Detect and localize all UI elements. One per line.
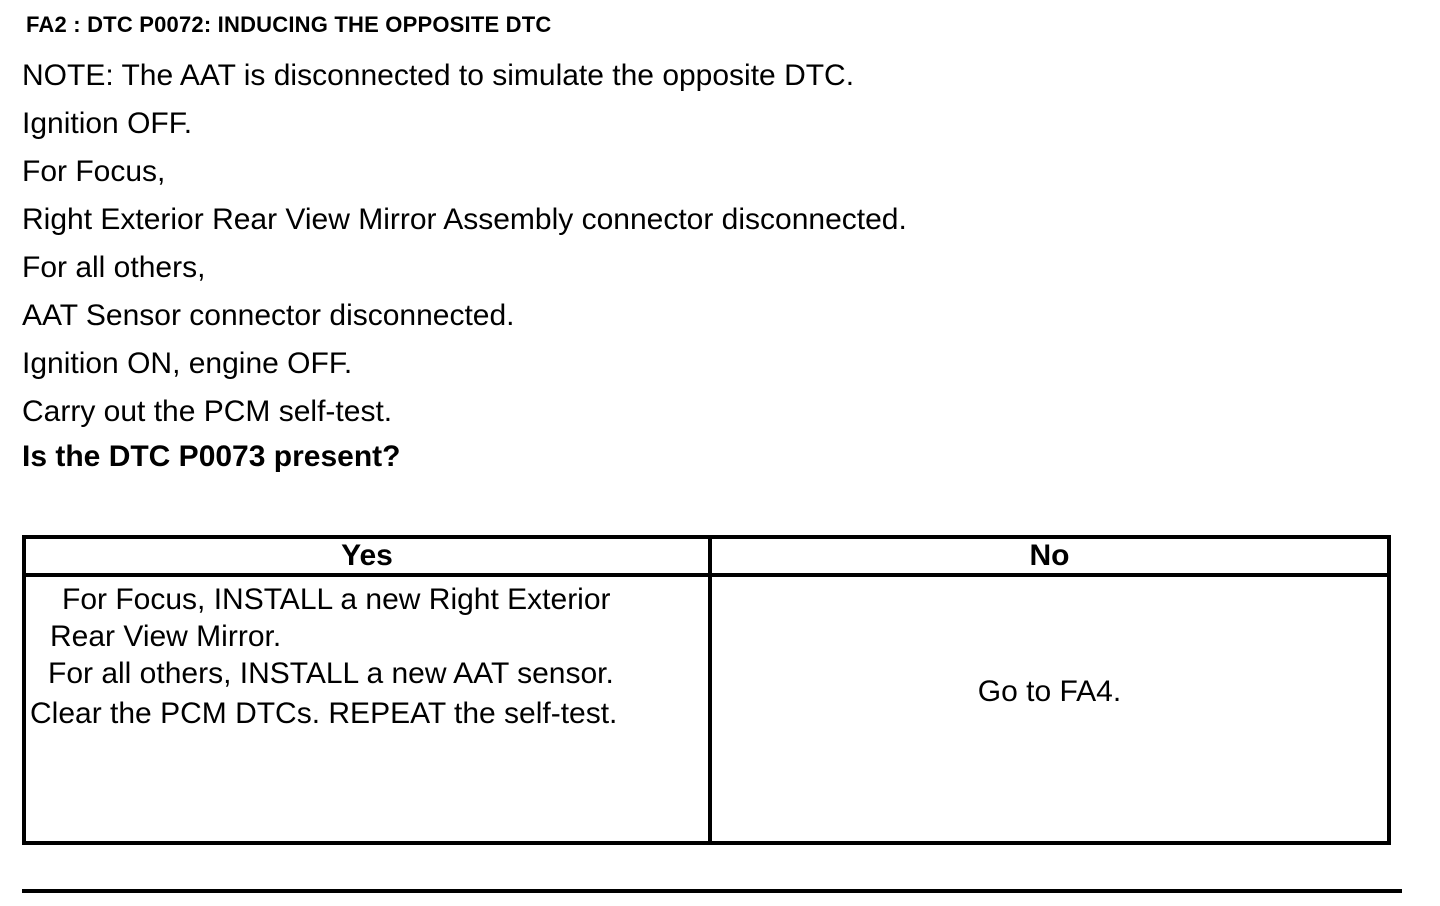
- result-table: [22, 535, 1391, 845]
- no-action-text: Go to FA4.: [977, 674, 1122, 708]
- yes-action-line: For all others, INSTALL a new AAT sensor.: [48, 657, 614, 690]
- yes-action-cell: [24, 575, 710, 843]
- result-table-row: [24, 575, 1389, 843]
- step-ignition-off: Ignition OFF.: [22, 107, 193, 140]
- result-table-header-row: [24, 537, 1389, 575]
- step-ignition-on: Ignition ON, engine OFF.: [22, 347, 353, 380]
- bottom-divider: [22, 889, 1402, 893]
- yes-action-line: Clear the PCM DTCs. REPEAT the self-test.: [30, 697, 618, 730]
- step-for-focus: For Focus,: [22, 155, 166, 188]
- step-mirror-connector: Right Exterior Rear View Mirror Assembly connector disconnected.: [22, 203, 907, 236]
- step-self-test: Carry out the PCM self-test.: [22, 395, 393, 428]
- no-action-cell: [710, 575, 1389, 843]
- procedure-steps: [22, 56, 907, 440]
- step-note: NOTE: The AAT is disconnected to simulate the opposite DTC.: [22, 59, 855, 92]
- yes-column-header: Yes: [24, 537, 710, 575]
- yes-action-line: Rear View Mirror.: [50, 620, 282, 653]
- decision-question: Is the DTC P0073 present?: [22, 440, 401, 473]
- step-aat-connector: AAT Sensor connector disconnected.: [22, 299, 515, 332]
- no-column-header: No: [710, 537, 1389, 575]
- step-for-all-others: For all others,: [22, 251, 206, 284]
- yes-action-line: For Focus, INSTALL a new Right Exterior: [62, 583, 611, 616]
- procedure-heading: FA2 : DTC P0072: INDUCING THE OPPOSITE DTC: [26, 12, 552, 37]
